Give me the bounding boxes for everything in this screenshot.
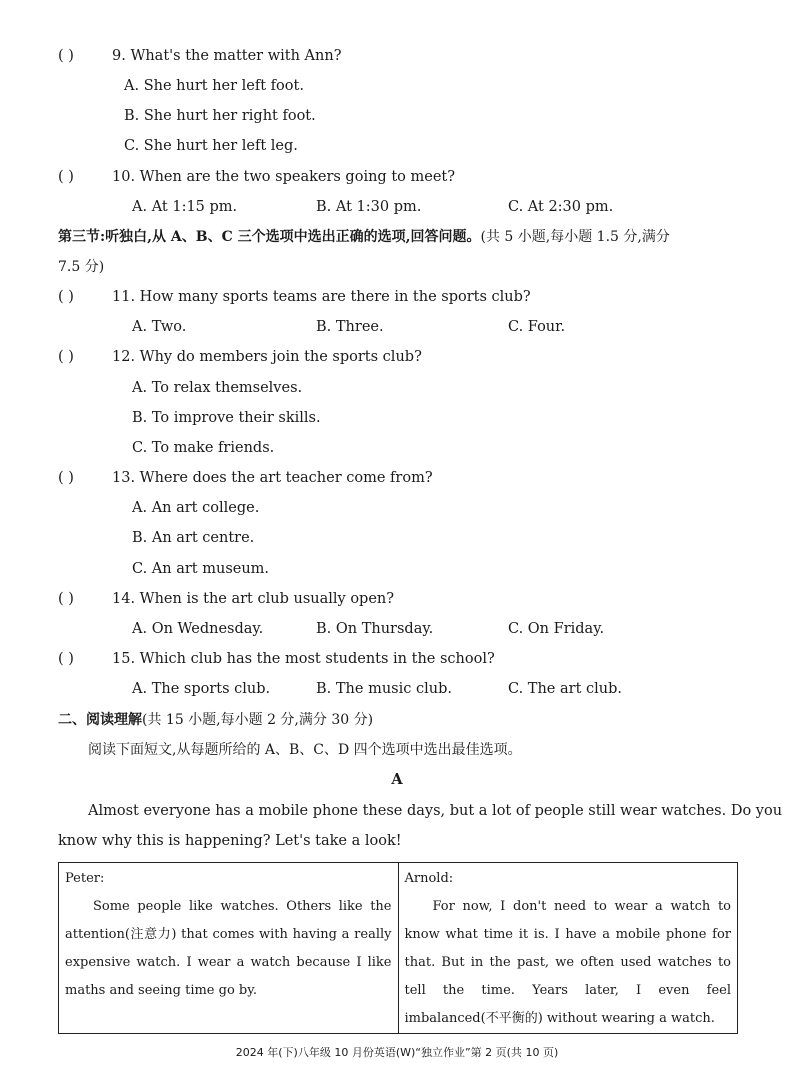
option-c: C. To make friends. [132,440,275,456]
question-text: 14. When is the art club usually open? [112,591,395,607]
section-scoring-cont: 7.5 分) [58,259,105,275]
part-scoring: (共 15 小题,每小题 2 分,满分 30 分) [142,712,374,728]
option-a: A. She hurt her left foot. [124,78,304,94]
comments-table [58,862,738,1034]
part-title: 二、阅读理解 [58,712,142,728]
question-11 [58,288,531,306]
answer-blank[interactable]: ( ) [58,169,74,185]
option-a: A. An art college. [132,500,260,516]
option-c: C. On Friday. [508,621,605,637]
question-text: 9. What's the matter with Ann? [112,48,342,64]
question-text: 13. Where does the art teacher come from? [112,470,433,486]
option-a: A. Two. [132,319,187,335]
peter-text: Some people like watches. Others like the attention(注意力) that comes with having a really expensive watch. I wear a watch because I like maths and seeing time go by. [65,899,392,998]
question-text: 12. Why do members join the sports club? [112,349,422,365]
question-15 [58,650,495,668]
part-heading [58,711,373,729]
option-b: B. At 1:30 pm. [316,199,422,215]
section-heading [58,228,670,246]
option-c: C. An art museum. [132,561,270,577]
option-c: C. The art club. [508,681,622,697]
answer-blank[interactable]: ( ) [58,591,74,607]
answer-blank[interactable]: ( ) [58,289,74,305]
answer-blank[interactable]: ( ) [58,349,74,365]
question-text: 15. Which club has the most students in the school? [112,651,495,667]
question-10 [58,168,455,186]
question-text: 10. When are the two speakers going to meet? [112,169,455,185]
option-a: A. The sports club. [132,681,271,697]
arnold-text: For now, I don't need to wear a watch to know what time it is. I have a mobile phone for that. But in the past, we often used watches to tell the time. Years later, I even feel imbalanced(不平衡的) without wearing a watch. [404,899,731,1026]
option-c: C. Four. [508,319,566,335]
reading-instruction: 阅读下面短文,从每题所给的 A、B、C、D 四个选项中选出最佳选项。 [88,742,522,758]
answer-blank[interactable]: ( ) [58,48,74,64]
passage-label: A [391,771,403,788]
section-scoring: (共 5 小题,每小题 1.5 分,满分 [480,229,670,245]
option-b: B. On Thursday. [316,621,434,637]
option-b: B. To improve their skills. [132,410,321,426]
arnold-cell [398,863,738,1034]
question-13 [58,469,433,487]
question-9 [58,47,341,65]
section-title: 第三节:听独白,从 A、B、C 三个选项中选出正确的选项,回答问题。 [58,229,481,245]
option-b: B. She hurt her right foot. [124,108,316,124]
answer-blank[interactable]: ( ) [58,651,74,667]
question-14 [58,590,394,608]
peter-name: Peter: [65,871,105,886]
option-a: A. On Wednesday. [132,621,264,637]
passage-intro-line-2: know why this is happening? Let's take a look! [58,833,402,849]
passage-intro-line-1: Almost everyone has a mobile phone these days, but a lot of people still wear watches. Do you [88,803,783,819]
option-a: A. At 1:15 pm. [132,199,238,215]
question-text: 11. How many sports teams are there in the sports club? [112,289,531,305]
option-b: B. An art centre. [132,530,255,546]
arnold-name: Arnold: [404,871,454,886]
peter-cell [59,863,399,1034]
option-b: B. Three. [316,319,384,335]
page-footer: 2024 年(下)八年级 10 月份英语(W)“独立作业”第 2 页(共 10 页) [235,1046,559,1059]
question-12 [58,348,422,366]
option-b: B. The music club. [316,681,452,697]
answer-blank[interactable]: ( ) [58,470,74,486]
option-a: A. To relax themselves. [132,380,303,396]
option-c: C. She hurt her left leg. [124,138,298,154]
option-c: C. At 2:30 pm. [508,199,614,215]
